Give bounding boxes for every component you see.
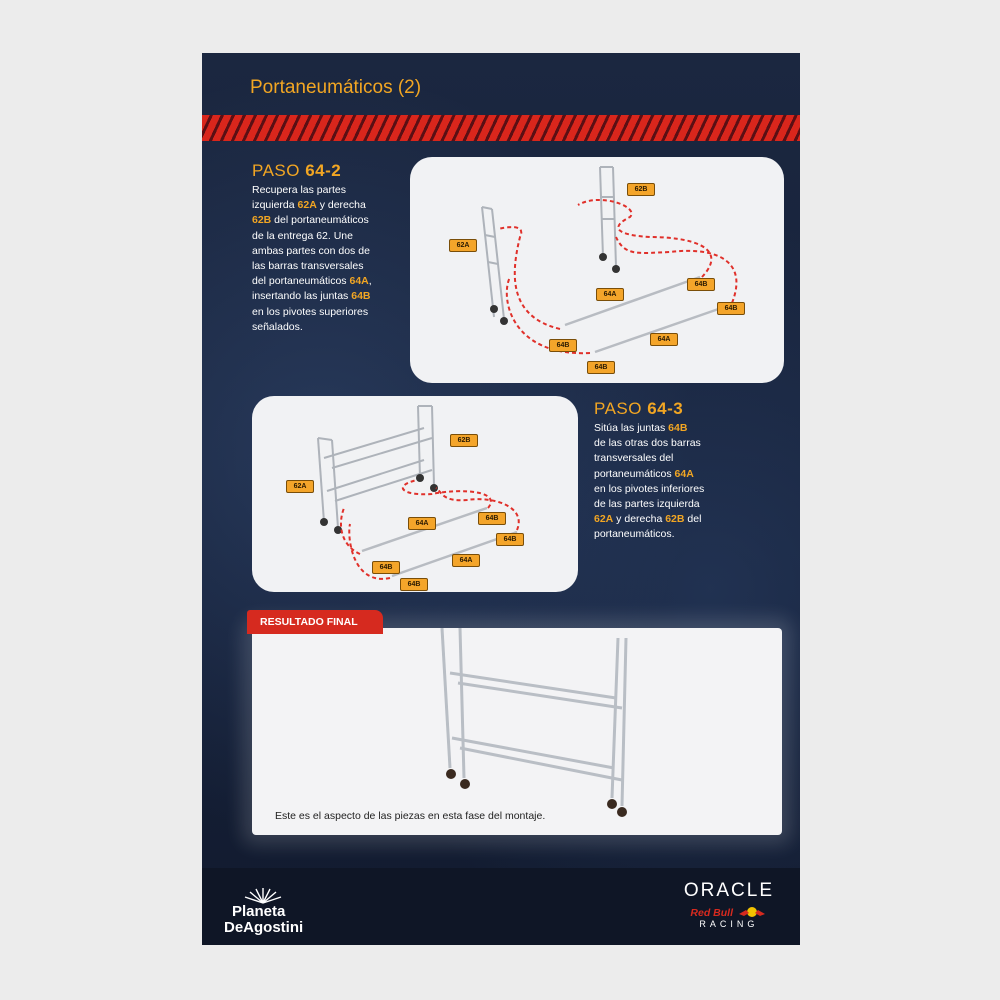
part-label-64b: 64B	[717, 302, 745, 315]
bulls-icon	[737, 906, 767, 918]
step-64-2-heading: PASO 64-2	[252, 161, 342, 180]
part-label-62a: 62A	[449, 239, 477, 252]
part-label-64b: 64B	[372, 561, 400, 574]
part-label-64b: 64B	[687, 278, 715, 291]
part-label-64b: 64B	[496, 533, 524, 546]
result-panel	[252, 628, 782, 835]
sunburst-icon	[238, 886, 288, 904]
step-64-3-heading: PASO 64-3	[594, 399, 684, 418]
part-label-64a: 64A	[452, 554, 480, 567]
part-label-64b: 64B	[587, 361, 615, 374]
step-64-3-illustration	[252, 396, 578, 592]
oracle-red-bull-racing-logo: ORACLE Red Bull RACING	[683, 880, 774, 929]
step-64-3-text: Sitúa las juntas 64B de las otras dos barras transversales del portaneumáticos 64A en los pivotes inferiores de las partes izquierda 62A y derecha 62B del portaneumáticos.	[594, 422, 705, 541]
footer	[202, 868, 800, 945]
part-label-64b: 64B	[400, 578, 428, 591]
planeta-deagostini-logo: Planeta DeAgostini	[224, 886, 303, 936]
part-label-62b: 62B	[450, 434, 478, 447]
part-label-64a: 64A	[596, 288, 624, 301]
result-caption: Este es el aspecto de las piezas en esta fase del montaje.	[275, 810, 546, 822]
red-stripe-divider	[202, 115, 800, 141]
part-label-64b: 64B	[549, 339, 577, 352]
part-label-62b: 62B	[627, 183, 655, 196]
result-label: RESULTADO FINAL	[247, 610, 383, 634]
part-label-64a: 64A	[650, 333, 678, 346]
instruction-page	[202, 53, 800, 945]
part-label-62a: 62A	[286, 480, 314, 493]
part-label-64b: 64B	[478, 512, 506, 525]
part-label-64a: 64A	[408, 517, 436, 530]
step-64-2-text: Recupera las partes izquierda 62A y derecha 62B del portaneumáticos de la entrega 62. Une ambas partes con dos de las barras transversales del portaneumáticos 64A, insertando las juntas 64B en los pivotes superiores señalados.	[252, 184, 372, 333]
step-64-2-illustration	[410, 157, 784, 383]
page-title: Portaneumáticos (2)	[250, 77, 422, 98]
